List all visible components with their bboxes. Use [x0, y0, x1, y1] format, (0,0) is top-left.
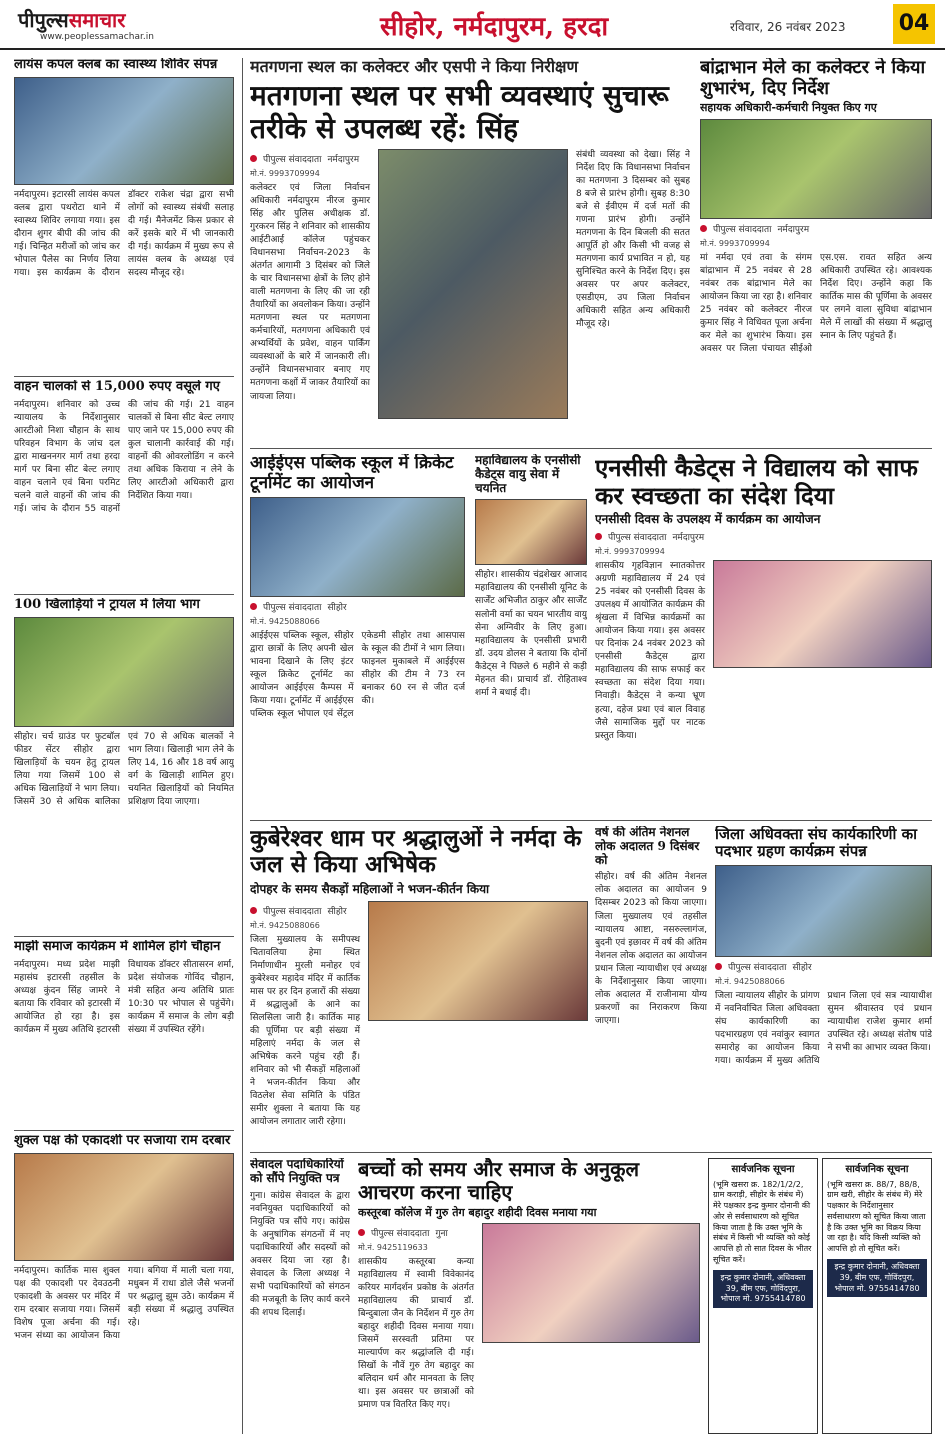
notice-title: सार्वजनिक सूचना: [845, 1164, 909, 1175]
divider: [14, 376, 234, 377]
headline: महाविद्यालय के एनसीसी कैडेट्स वायु सेवा में चयनित: [475, 454, 581, 495]
story-photo: [700, 119, 932, 219]
divider: [250, 448, 932, 449]
lead-story: [250, 58, 690, 442]
subheadline: दोपहर के समय सैकड़ों महिलाओं ने भजन-कीर्तन किया: [250, 881, 490, 896]
kicker: मतगणना स्थल का कलेक्टर और एसपी ने किया निरीक्षण: [250, 58, 579, 76]
byline-dot-icon: [250, 155, 257, 162]
story-body: सीहोर। चर्च ग्राउंड पर फुटबॉल फीडर सेंटर सीहोर द्वारा खिलाड़ियों के चयन हेतु ट्रायल लिया गया जिसमें 100 से अधिक खिलाड़ियों ने भाग लिया। जिसमें 30 से अधिक बालिका एवं 70 से अधिक बालकों ने भाग लिया। खिलाड़ी भाग लेने के लिए 14, 16 और 18 वर्ष आयु वर्ग के खिलाड़ी शामिल हुए। चयनित खिलाड़ियों को नियमित प्रशिक्षण दिया जाएगा।: [14, 731, 234, 808]
byline: [250, 600, 465, 613]
reporter: पीपुल्स संवाददाता: [608, 532, 667, 543]
story-body: नर्मदापुरम। इटारसी लायंस कपल क्लब द्वारा पथरोटा थाने में स्वास्थ्य शिविर लगाया गया। इस दौरान शुगर बीपी की जांच की गई। चिन्हित मरीजों को जांच कर भोपाल पैलेस का निर्णय लिया गया। इस कार्यक्रम के दौरान डॉक्टर राकेश चंद्रा द्वारा सभी लोगों को स्वास्थ्य संबंधी सलाह दी गई। मैनेजमेंट किस प्रकार से करें इसके बारे में भी जानकारी दी गई। कार्यक्रम में मुख्य रूप से लायंस क्लब के अध्यक्ष एवं सदस्य मौजूद रहे।: [14, 189, 234, 279]
reporter: पीपुल्स संवाददाता: [263, 603, 322, 614]
subheadline: एनसीसी दिवस के उपलक्ष्य में कार्यक्रम का आयोजन: [595, 512, 821, 527]
divider: [14, 1130, 234, 1131]
phone: मो.नं. 9425088066: [250, 617, 320, 627]
column-divider: [242, 58, 243, 1434]
adhivakta-story: [715, 826, 932, 1146]
logo-left: पीपुल्स: [18, 8, 69, 32]
story-body: शासकीय गृहविज्ञान स्नातकोत्तर अग्रणी महाविद्यालय में 24 एवं 25 नवंबर को एनसीसी दिवस के उपलक्ष्य में आयोजित कार्यक्रम की श्रृंखला में विभिन्न कार्यक्रमों का आयोजन किया गया। इस अवसर पर दिनांक 24 नवंबर 2023 को एनसीसी कैडेट्स द्वारा महाविद्यालय की साफ सफाई कर स्वच्छता का संदेश दिया गया। निवाड़ी। कैडेट्स ने कन्या भ्रूण हत्या, दहेज प्रथा एवं बाल विवाह जैसे सामाजिक मुद्दों पर नाटक प्रस्तुत किया।: [595, 560, 705, 741]
notice-title: सार्वजनिक सूचना: [731, 1164, 795, 1175]
story-photo: [713, 560, 932, 668]
story-body: सीहोर। वर्ष की अंतिम नेशनल लोक अदालत का आयोजन 9 दिसम्बर 2023 को किया जाएगा। जिला मुख्यालय एवं तहसील न्यायालय आष्टा, नसरुल्लागंज, बुदनी एवं इछावर में वर्ष की अंतिम नेशनल लोक अदालत का आयोजन प्रधान जिला न्यायाधीश एवं अध्यक्ष के निर्देशानुसार किया जाएगा। लोक अदालत में राजीनामा योग्य प्रकरणों का निराकरण किया जाएगा।: [595, 872, 707, 1026]
byline-dot-icon: [700, 225, 707, 232]
story-body: कलेक्टर एवं जिला निर्वाचन अधिकारी नर्मदापुरम नीरज कुमार सिंह और पुलिस अधीक्षक डॉ. गुरकरन सिंह ने शनिवार को शासकीय आईटीआई कॉलेज पहुंचकर विधानसभा निर्वाचन-2023 के अंतर्गत आगामी 3 दिसंबर को जिले के चार विधानसभा क्षेत्रों के लिए होने वाली मतगणना के लिए की जा रही तैयारियों का अवलोकन किया। उन्होंने मतगणना स्थल पर मतगणना कर्मचारियों, मतगणना अधिकारी एवं अभ्यर्थियों के प्रवेश, वाहन पार्किंग व्यवस्थाओं के बारे में जानकारी ली। उन्होंने विधानसभावार बनाए गए मतगणना कक्षों में जाकर तैयारियों का जायजा लिया।: [250, 182, 370, 402]
kuber-dham-story: [250, 826, 588, 1146]
lions-club-story: [14, 58, 234, 372]
dateline: गुना: [435, 1228, 448, 1239]
byline: [595, 530, 932, 543]
divider: [14, 936, 234, 937]
dateline: सीहोर: [327, 603, 347, 614]
notice-body: (भूमि खसरा क्र. 88/7, 88/8, ग्राम खरी, सीहोर के संबंध में) मेरे पक्षकार के निर्देशानुसार सर्वसाधारण को सूचित किया जाता है कि उक्त भूमि का विक्रय किया जा रहा है। यदि किसी व्यक्ति को आपत्ति हो तो सूचित करें।: [827, 1179, 926, 1254]
byline: [358, 1226, 474, 1239]
reporter: पीपुल्स संवाददाता: [371, 1228, 430, 1239]
headline: कुबेरेश्वर धाम पर श्रद्धालुओं ने नर्मदा के जल से किया अभिषेक: [250, 826, 582, 879]
ies-cricket-story: [250, 454, 465, 814]
reporter: पीपुल्स संवाददाता: [263, 906, 322, 917]
headline: बांद्राभान मेले का कलेक्टर ने किया शुभारंभ, दिए निर्देश: [700, 58, 926, 99]
headline: 100 खिलाड़ियों ने ट्रायल में लिया भाग: [14, 598, 200, 612]
story-photo: [482, 1223, 700, 1343]
page-number: 04: [893, 4, 935, 44]
story-body: नर्मदापुरम। मध्य प्रदेश माझी महासंघ इटारसी तहसील के अध्यक्ष कुंदन सिंह जामरे ने बताया कि रविवार को इटारसी में आयोजित हो रहा है। इस कार्यक्रम में मुख्य अतिथि इटारसी विधायक डॉक्टर सीतासरन शर्मा, प्रदेश संयोजक गोविंद चौहान, मंत्री सहित अन्य अतिथि प्रातः 10:30 पर भोपाल से पहुंचेंगे। कार्यक्रम में समाज के लोग बड़ी संख्या में उपस्थित रहेंगे।: [14, 959, 234, 1036]
byline: [700, 222, 932, 235]
divider: [14, 594, 234, 595]
masthead: [0, 0, 945, 50]
headline: जिला अधिवक्ता संघ कार्यकारिणी का पदभार ग्रहण कार्यक्रम संपन्न: [715, 826, 918, 861]
phone: मो.नं. 9425088066: [250, 920, 320, 930]
story-photo: [250, 497, 465, 597]
headline: सेवादल पदाधिकारियों को सौंपे नियुक्ति पत्र: [250, 1158, 344, 1185]
ncc-day-story: [595, 454, 932, 814]
subheadline: कस्तूरबा कॉलेज में गुरु तेग बहादुर शहीदी दिवस मनाया गया: [358, 1206, 597, 1219]
sevadal-story: [250, 1158, 350, 1434]
headline: शुक्ल पक्ष की एकादशी पर सजाया राम दरबार: [14, 1134, 231, 1148]
site-url[interactable]: www.peoplessamachar.in: [40, 32, 154, 42]
story-body: जिला न्यायालय सीहोर के प्रांगण में नवनिर्वाचित जिला अधिवक्ता संघ कार्यकारिणी का पदभारग्रहण एवं नवांकुर स्वागत समारोह का आयोजन किया गया। कार्यक्रम में मुख्य अतिथि प्रधान जिला एवं सत्र न्यायाधीश सुमन श्रीवास्तव एवं प्रधान न्यायाधीश राजेश कुमार शर्मा उपस्थित रहे। अध्यक्ष संतोष पांडे ने सभी का आभार व्यक्त किया।: [715, 990, 932, 1066]
story-body: गुना। कांग्रेस सेवादल के द्वारा नवनियुक्त पदाधिकारियों को नियुक्ति पत्र सौंपे गए। कांग्रेस के अनुषांगिक संगठनों में नए पदाधिकारियों और सदस्यों को अवसर दिया जा रहा है। सेवादल के जिला अध्यक्ष ने सभी पदाधिकारियों को संगठन की मजबूती के लिए कार्य करने की शपथ दिलाई।: [250, 1190, 350, 1319]
public-notice-1: [708, 1158, 818, 1434]
trial-story: [14, 598, 234, 932]
subheadline: सहायक अधिकारी-कर्मचारी नियुक्त किए गए: [700, 101, 877, 115]
headline: वर्ष की अंतिम नेशनल लोक अदालत 9 दिसंबर को: [595, 826, 700, 867]
dateline: सीहोर: [792, 962, 812, 973]
story-body: मां नर्मदा एवं तवा के संगम बांद्राभान में 25 नवंबर से 28 नवंबर तक बांद्राभान मेले का आयोजन किया जा रहा है। शनिवार 25 नवंबर को कलेक्टर नीरज कुमार सिंह ने विधिवत पूजा अर्चना कर मेले का शुभारंभ किया। इस अवसर पर जिला पंचायत सीईओ एस.एस. रावत सहित अन्य अधिकारी उपस्थित रहे। आवश्यक निर्देश दिए। उन्होंने कहा कि कार्तिक मास की पूर्णिमा के अवसर पर लगने वाला सुविधा बांद्राभान मेले में लाखों की संख्या में श्रद्धालु स्नान के लिए पहुंचते हैं।: [700, 253, 932, 355]
ekadashi-story: [14, 1134, 234, 1434]
byline-dot-icon: [595, 533, 602, 540]
story-body: सीहोर। शासकीय चंद्रशेखर आजाद महाविद्यालय की एनसीसी यूनिट के सार्जेंट अभिजीत ठाकुर और सार्जेंट सलोनी वर्मा का चयन भारतीय वायु सेना अग्निवीर के लिए हुआ। महाविद्यालय के एनसीसी प्रभारी डॉ. उदय डोलस ने बताया कि दोनों कैडेट्स ने पिछले 6 महीने से कड़ी मेहनत की। प्राचार्य डॉ. रोहिताश्व शर्मा ने बधाई दी।: [475, 570, 587, 698]
story-photo: [715, 865, 932, 957]
dateline: सीहोर: [327, 906, 347, 917]
headline: आईईएस पब्लिक स्कूल में क्रिकेट टूर्नामेंट का आयोजन: [250, 454, 454, 493]
headline: लायंस कपल क्लब का स्वास्थ्य शिविर संपन्न: [14, 58, 218, 72]
issue-date: रविवार, 26 नवंबर 2023: [730, 20, 846, 34]
story-body: आईईएस पब्लिक स्कूल, सीहोर द्वारा छात्रों के लिए अपनी खेल भावना दिखाने के लिए इंटर स्कूल क्रिकेट टूर्नामेंट का आयोजन आईईएस कैम्पस में किया गया। टूर्नामेंट में आईईएस पब्लिक स्कूल भोपाल एवं सेंट्रल एकेडमी सीहोर तथा आसपास के स्कूल की टीमों ने भाग लिया। फाइनल मुकाबले में आईईएस सीहोर की टीम ने 73 रन बनाकर 60 रन से जीत दर्ज की।: [250, 631, 465, 720]
story-body: जिला मुख्यालय के समीपस्थ चितावलिया हेमा स्थित निर्माणाधीन मुरली मनोहर एवं कुबेरेश्वर महादेव मंदिर में कार्तिक मास पर हर दिन हजारों की संख्या में श्रद्धालुओं के आने का सिलसिला जारी है। कार्तिक माह की पूर्णिमा पर बड़ी संख्या में महिलाएं नर्मदा के जल से अभिषेक करने पहुंच रही हैं। शनिवार को भी सैकड़ों महिलाओं ने भजन-कीर्तन किया और विठलेश सेवा समिति के पंडित समीर शुक्ला ने बताया कि यह आयोजन लगातार जारी रहेगा।: [250, 934, 360, 1128]
reporter: पीपुल्स संवाददाता: [263, 154, 322, 165]
logo-right: समाचार: [68, 8, 126, 32]
phone: मो.नं. 9993709994: [250, 168, 320, 178]
story-body-continued: संबंधी व्यवस्था को देखा। सिंह ने निर्देश दिए कि विधानसभा निर्वाचन का मतगणना 3 दिसम्बर को सुबह 8 बजे से प्रारंभ होगी। सुबह 8:30 बजे से ईवीएम में दर्ज मतों की गणना प्रारंभ होगी। उन्होंने मतगणना के दिन बिजली की सतत आपूर्ति हो और किसी भी वजह से मतगणना कार्य प्रभावित न हो, यह सुनिश्चित करने के निर्देश दिए। इस अवसर पर अपर कलेक्टर, एसडीएम, उप जिला निर्वाचन अधिकारी सहित अन्य अधिकारी मौजूद रहे।: [576, 149, 690, 330]
story-photo: [368, 901, 588, 1021]
byline-dot-icon: [250, 907, 257, 914]
reporter: पीपुल्स संवाददाता: [713, 225, 772, 236]
phone: मो.नं. 9993709994: [595, 546, 665, 556]
story-photo: [475, 499, 587, 565]
ncc-cadets-story: [475, 454, 587, 814]
phone: मो.नं. 9993709994: [700, 239, 770, 249]
byline-dot-icon: [715, 963, 722, 970]
byline: [250, 904, 360, 917]
headline: एनसीसी कैडेट्स ने विद्यालय को साफ कर स्वच्छता का संदेश दिया: [595, 454, 918, 510]
story-photo: [378, 149, 568, 419]
story-body: नर्मदापुरम। शनिवार को उच्च न्यायालय के निर्देशानुसार आरटीओ निशा चौहान के साथ परिवहन विभाग के जांच दल द्वारा माखननगर मार्ग तथा हरदा मार्ग पर बिना सीट बेल्ट लगाए वाहन चलाने एवं बिना परमिट चलने वाले वाहनों की जांच की गई। जांच के दौरान 55 वाहनों की जांच की गई। 21 वाहन चालकों से बिना सीट बेल्ट लगाए पाए जाने पर 15,000 रुपए की कुल चालानी कार्रवाई की गई। वाहनों की ओवरलोडिंग न करने तथा अधिक किराया न लेने के लिए आरटीओ अधिकारी द्वारा निर्देशित किया गया।: [14, 399, 234, 515]
dateline: नर्मदापुरम: [327, 154, 360, 165]
reporter: पीपुल्स संवाददाता: [728, 962, 787, 973]
notice-footer: इन्द्र कुमार दोनानी, अधिवक्ता 39, बीम एफ, गोविंदपुरा, भोपाल मो. 9755414780: [713, 1270, 813, 1308]
vahan-story: [14, 380, 234, 590]
dateline: नर्मदापुरम: [777, 225, 810, 236]
kasturba-story: [358, 1158, 700, 1434]
story-photo: [14, 617, 234, 727]
divider: [250, 820, 932, 821]
phone: मो.नं. 9425119633: [358, 1242, 428, 1252]
notice-body: (भूमि खसरा क्र. 182/1/2/2, ग्राम कराड़ी, सीहोर के संबंध में) मेरे पक्षकार इन्द्र कुमार दोनानी की ओर से सर्वसाधारण को सूचित किया जाता है कि उक्त भूमि के संबंध में किसी भी व्यक्ति को कोई आपत्ति हो तो सात दिवस के भीतर सूचित करें।: [713, 1179, 812, 1265]
byline: [715, 960, 932, 973]
byline-dot-icon: [250, 603, 257, 610]
newspaper-logo[interactable]: [18, 6, 125, 33]
byline: [250, 152, 370, 165]
headline: मतगणना स्थल पर सभी व्यवस्थाएं सुचारू तरीके से उपलब्ध रहें: सिंह: [250, 79, 669, 145]
notice-footer: इन्द्र कुमार दोनानी, अधिवक्ता 39, बीम एफ, गोविंदपुरा, भोपाल मो. 9755414780: [827, 1259, 927, 1297]
divider: [250, 1152, 932, 1153]
badra-story: [700, 58, 932, 442]
story-photo: [14, 1153, 234, 1261]
phone: मो.नं. 9425088066: [715, 976, 785, 986]
dateline: नर्मदापुरम: [672, 532, 705, 543]
byline-dot-icon: [358, 1229, 365, 1236]
public-notice-2: [822, 1158, 932, 1434]
story-photo: [14, 77, 234, 185]
headline: बच्चों को समय और समाज के अनुकूल आचरण करना चाहिए: [358, 1158, 640, 1204]
lok-adalat-story: [595, 826, 707, 1146]
headline: वाहन चालकों से 15,000 रुपए वसूले गए: [14, 380, 220, 394]
story-body: शासकीय कस्तूरबा कन्या महाविद्यालय में स्वामी विवेकानंद करियर मार्गदर्शन प्रकोष्ठ के अंतर्गत महाविद्यालय की प्राचार्य डॉ. बिन्दुबाला जैन के निर्देशन में गुरु तेग बहादुर शहीदी दिवस मनाया गया। जिसमें सरस्वती प्रतिमा पर माल्यार्पण कर श्रद्धांजलि दी गई। सिखों के नौवें गुरु तेग बहादुर का बलिदान धर्म और मानवता के लिए था। इस अवसर पर छात्राओं को प्रमाण पत्र वितरित किए गए।: [358, 1256, 474, 1411]
section-title: सीहोर, नर्मदापुरम, हरदा: [380, 12, 609, 42]
majhi-story: [14, 940, 234, 1126]
story-body: नर्मदापुरम। कार्तिक मास शुक्ल पक्ष की एकादशी पर देवउठनी एकादशी के अवसर पर मंदिर में राम दरबार सजाया गया। जिसमें विशेष पूजा अर्चना की गई। भजन संध्या का आयोजन किया गया। बगिया में माली चला गया, मधुबन में राधा डोले जैसे भजनों पर श्रद्धालु झूम उठे। कार्यक्रम में बड़ी संख्या में श्रद्धालु उपस्थित रहे।: [14, 1265, 234, 1342]
headline: माझी समाज कार्यक्रम में शामिल होंगे चौहान: [14, 940, 221, 954]
